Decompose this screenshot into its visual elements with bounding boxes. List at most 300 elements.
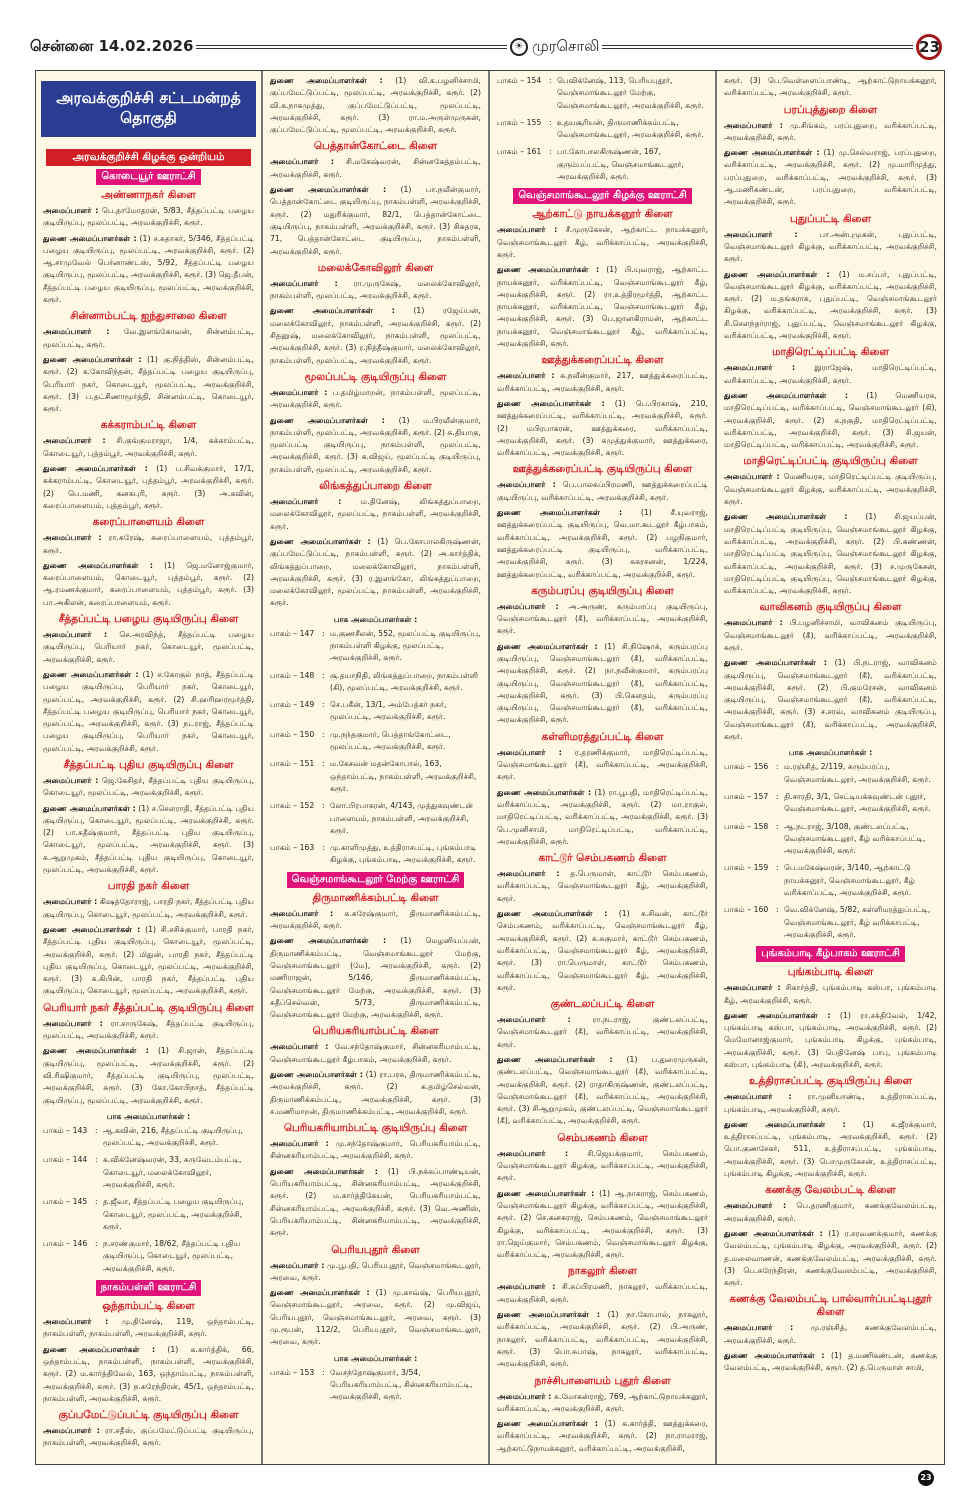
separator: :: [95, 1155, 98, 1165]
role-label: துணை அமைப்பாளர்கள் :: [497, 265, 600, 275]
role-label: அமைப்பாளர் :: [497, 1391, 552, 1401]
organiser-entry: [43, 326, 254, 351]
role-label: துணை அமைப்பாளர்கள் :: [497, 1310, 600, 1320]
organiser-entry: [497, 1281, 708, 1306]
organiser-details: பெ.தரணிகுமார், கணக்குவேலம்பட்டி, அரவக்குறிச்சி, கரூர்.: [724, 1201, 937, 1223]
role-label: துணை அமைப்பாளர்கள் :: [497, 508, 623, 518]
organiser-details: வே.இளங்கோவன், சின்னம்பட்டி, மூலப்பட்டி, கரூர்.: [43, 327, 254, 349]
organiser-details: மு.சிங்கம், பரப்புதுறை, வரிக்காப்பட்டி, அரவக்குறிச்சி, கரூர்.: [724, 120, 937, 142]
organiser-details: சு.மோகன்ராஜ், 769, ஆற்காட்டுநாயக்கனூர், வரிக்காப்பட்டி, அரவக்குறிச்சி, கரூர்.: [497, 1391, 708, 1413]
role-label: அமைப்பாளர் :: [270, 1139, 329, 1149]
part-number: பாகம் – 153: [270, 1367, 315, 1377]
role-label: அமைப்பாளர் :: [270, 278, 338, 288]
organiser-entry: [270, 496, 481, 533]
part-organiser: தி.சாரதி, 3/1, செட்டியக்கவுண்டன் புதூர், வெஞ்சமாங்கூடலூர், அரவக்குறிச்சி, கரூர்.: [784, 791, 931, 814]
role-label: அமைப்பாளர் :: [43, 436, 106, 446]
organiser-entry: [43, 1425, 254, 1450]
part-entry: [270, 758, 481, 795]
role-label: துணை அமைப்பாளர்கள் :: [497, 398, 605, 408]
organiser-details: மு.ரஞ்சித், கணக்குவேலம்பட்டி, அரவக்குறிச்சி, கரூர்.: [724, 1323, 937, 1345]
branch-heading: செம்பகணம் கிளை: [557, 1131, 648, 1144]
separator: :: [322, 801, 325, 811]
organiser-entry: [270, 305, 481, 366]
role-label: துணை அமைப்பாளர்கள் :: [724, 269, 830, 279]
part-number: பாகம் – 143: [43, 1125, 88, 1135]
organiser-entry: [43, 1018, 254, 1043]
role-label: அமைப்பாளர் :: [43, 206, 99, 215]
organiser-entry: [497, 787, 708, 848]
organiser-entry: [43, 924, 254, 998]
part-number: பாகம் – 150: [270, 729, 315, 739]
organiser-entry: [497, 1188, 708, 1262]
branch-heading: கரும்பரப்பு குடியிருப்பு கிளை: [531, 584, 674, 597]
branch-heading: ஊத்துக்கரைப்பட்டி கிளை: [541, 354, 664, 367]
branch-heading: சீத்தப்பட்டி புதிய குடியிருப்பு கிளை: [63, 758, 234, 771]
role-label: துணை அமைப்பாளர்கள் :: [270, 1288, 370, 1298]
page-number: 23: [916, 34, 942, 60]
organiser-details: (1) ப.துரைமுருகன், குண்டலப்பட்டி, வெஞ்சமாங்கூடலூர் (கீ), வரிக்காப்பட்டி, அரவக்குறிச்சி, கரூர். (2) ராதாகிருஷ்ணன், குண்டலப்பட்டி, வெஞ்சமாங்கூடலூர் (கீ), வரிக்காப்பட்டி, அரவக்குறிச்சி, கரூர். (3) சிஆறுமுகம், குண்டலப்பட்டி, வெஞ்சமாங்கூடலூர் (கீ), வரிக்காப்பட்டி, அரவக்குறிச்சி, கரூர்.: [497, 1055, 708, 1126]
organiser-entry: [724, 617, 937, 654]
organiser-details: (1) ரா.பூபதி, மாதிரெட்டிப்பட்டி, வரிக்காப்பட்டி, அரவக்குறிச்சி, கரூர். (2) மா.ராகுல், மாதிரெட்டிப்பட்டி, வரிக்காப்பட்டி, அரவக்குறிச்சி, கரூர். (3) பெ.முனிசாமி, மாதிரெட்டிப்பட்டி, வரிக்காப்பட்டி, அரவக்குறிச்சி, கரூர்.: [497, 787, 708, 846]
branch-heading: பாரதி நகர் கிளை: [107, 880, 190, 893]
organiser-details: சி.ஜெயக்குமார், செம்பகணம், வெஞ்சமாங்கூடலூர் கிழக்கு, வரிக்காப்பட்டி, அரவக்குறிச்சி, கரூர்.: [497, 1148, 708, 1183]
role-label: அமைப்பாளர் :: [43, 1018, 103, 1028]
separator: :: [776, 791, 779, 801]
branch-heading: ஒந்தாம்பட்டி கிளை: [102, 1300, 195, 1313]
branch-heading: பெரியபுதூர் கிளை: [331, 1243, 420, 1256]
branch-heading: உத்திராசப்பட்டி குடியிருப்பு கிளை: [748, 1075, 913, 1088]
organiser-details: சீ.முருகேசன், ஆற்காட்ட நாயக்கனூர், வெஞ்சமாங்கூடலூர் கீழ், வரிக்காப்பட்டி, அரவக்குறிச்சி, கரூர்.: [497, 225, 708, 259]
organiser-details: ரா.சாருகேஷ், சீத்தப்பட்டி குடியிருப்பு, மூலப்பட்டி, அரவக்குறிச்சி, கரூர்.: [43, 1018, 254, 1041]
organiser-details: மு.சந்தோஷ்குமார், பெரியகரியாம்பட்டி, சின்னகரியாம்பட்டி, அரவக்குறிச்சி, கரூர்.: [270, 1139, 481, 1161]
organiser-details: (1) பி.நக்கப்பாண்டியன், பெரியகரியாம்பட்டி, சின்னகரியாம்பட்டி, அரவக்குறிச்சி, கரூர். (2) ம.கார்த்திகேயன், பெரியகரியாம்பட்டி, சின்னகரியாம்பட்டி, அரவக்குறிச்சி, கரூர். (3) வெ.அணிஸ், பெரியகரியாம்பட்டி, சின்னகரியாம்பட்டி, அரவக்குறிச்சி, கரூர்.: [270, 1166, 481, 1238]
organiser-details: ர.தரணிக்குமார், மாதிரெட்டிப்பட்டி, வெஞ்சமாங்கூடலூர் (கீ), வரிக்காப்பட்டி, அரவக்குறிச்சி, கரூர்.: [497, 747, 708, 782]
organiser-details: (1) ச.சௌராதி, சீத்தப்பட்டி புதிய குடியிருப்பு, கொடையூர், மூலப்பட்டி, அரவக்குறிச்சி, கரூர். (2) பா.சுதீஷ்குமார், சீத்தப்பட்டி புதிய குடியிருப்பு, கொடையூர், மூலப்பட்டி, அரவக்குறிச்சி, கரூர். (3) சு.ஆறுமுகம், சீத்தப்பட்டி புதிய குடியிருப்பு, கொடையூர், மூலப்பட்டி, அரவக்குறிச்சி, கரூர்.: [43, 803, 254, 875]
organiser-entry: [43, 560, 254, 609]
role-label: அமைப்பாளர் :: [270, 1042, 329, 1052]
organiser-entry: [724, 982, 937, 1007]
separator: :: [549, 117, 552, 127]
part-number: பாகம் – 155: [497, 117, 542, 127]
branch-heading: காட்டூர் செம்பகணம் கிளை: [538, 852, 667, 865]
organiser-entry: [724, 120, 937, 145]
role-label: துணை அமைப்பாளர்கள் :: [43, 803, 136, 813]
separator: :: [776, 821, 779, 831]
organiser-entry: [43, 1316, 254, 1341]
organiser-entry: [270, 1069, 481, 1118]
part-entry: [270, 729, 481, 754]
role-label: துணை அமைப்பாளர்கள் :: [497, 1055, 613, 1064]
part-entry: [270, 628, 481, 665]
role-label: அமைப்பாளர் :: [43, 533, 102, 543]
organiser-details: பெ.தாமோதரன், 5/83, சீத்தப்பட்டி பழைய குடியிருப்பு, மூலப்பட்டி, அரவக்குறிச்சி, கரூர்.: [43, 206, 254, 228]
organiser-entry: [43, 1045, 254, 1106]
panchayat-heading: நாகம்பள்ளி ஊராட்சி: [96, 1280, 202, 1296]
organiser-details: (1) மு.காவ்ஷ், பெரியபுதூர், வெஞ்சமாங்கூடலூர், அரவை, கரூர். (2) மு.விஜய், பெரியபுதூர், வெஞ்சமாங்கூடலூர், அரவை, கரூர். (3) மு.ரூபன், 112/2, பெரியபுதூர், வெஞ்சமாங்கூடலூர், அரவை, கரூர்.: [270, 1288, 481, 1347]
organiser-entry: [497, 398, 708, 459]
constituency-title: அரவக்குறிச்சி சட்டமன்றத் தொகுதி: [41, 81, 256, 137]
role-label: துணை அமைப்பாளர்கள் :: [270, 185, 387, 195]
part-entry: [270, 670, 481, 695]
part-number: பாகம் – 156: [724, 762, 769, 772]
organiser-details: (1) பெ.பிரகாஷ், 210, ஊத்துக்கரைப்பட்டி, வரிக்காப்பட்டி, அரவக்குறிச்சி, கரூர். (2) மபிரபாகரன், ஊத்துக்கரை, வரிக்காப்பட்டி, அரவக்குறிச்சி, கரூர். (3) சுமுத்துக்குமார், ஊத்துக்கரை, வரிக்காப்பட்டி, அரவக்குறிச்சி, கரூர்.: [497, 398, 708, 458]
role-label: அமைப்பாளர் :: [497, 1148, 569, 1158]
separator: :: [95, 1125, 98, 1135]
organiser-details: மு.தினேஷ், 119, ஒந்தாம்பட்டி, நாகம்பள்ளி, நாகம்பள்ளி, அரவக்குறிச்சி, கரூர்.: [43, 1317, 255, 1339]
organiser-details: ரா.முனியாண்டி, உத்திராசப்பட்டி, புங்கம்பாடி, அரவக்குறிச்சி, கரூர்.: [724, 1092, 937, 1114]
part-entry: [497, 75, 708, 112]
organiser-details: (1) ரஜேய்பன், மலைக்கோவிலூர், நாகம்பள்ளி, அரவக்குறிச்சி, கரூர். (2) சிதனுஷ், மலைக்கோவிலூர், நாகம்பள்ளி, மூலப்பட்டி, அரவக்குறிச்சி, கரூர். (3) ர.நித்தீஷ்குமார், மலைக்கோவிலூர், நாகம்பள்ளி, மூலப்பட்டி, அரவக்குறிச்சி, கரூர்.: [270, 306, 481, 365]
branch-heading: மூலப்பட்டி குடியிருப்பு கிளை: [304, 370, 447, 383]
organiser-entry: [497, 908, 708, 994]
role-label: அமைப்பாளர் :: [724, 1201, 787, 1211]
part-organiser: ம.குணசீலன், 552, மூலப்பட்டி குடியிருப்பு, நாகம்பள்ளி கிழக்கு, மூலப்பட்டி, அரவக்குறிச்சி, கரூர்.: [330, 628, 481, 663]
part-organiser: வெ.விக்னேஷ், 5/82, கள்ளிமரத்துப்பட்டி, வெஞ்சமாங்கூடலூர், கீழ் வரிக்காபட்டி, அரவக்குறிச்சி, கரூர்.: [784, 905, 931, 939]
organiser-entry: [497, 868, 708, 905]
organiser-details: இராஜேஷ், மாதிரெட்டிப்பட்டி, வரிக்காப்பட்டி, அரவக்குறிச்சி, கரூர்.: [724, 363, 937, 385]
part-entry: [724, 761, 937, 786]
part-number: பாகம் – 161: [497, 147, 542, 157]
organiser-entry: [724, 1010, 937, 1071]
part-entry: [724, 821, 937, 858]
part-entry: [43, 1154, 254, 1191]
part-entry: [43, 1125, 254, 1150]
role-label: அமைப்பாளர் :: [43, 775, 99, 785]
organiser-details: (1) ப.சிவக்குமார், 17/1, கக்கராம்பட்டி, கொடையூர், புத்தம்பூர், அரவக்குறிச்சி, கரூர். (2) பெ.மணி, கனகபுரி, கரூர். (3) அ.கவின், கரைப்பாளையம், புத்தம்பூர், கரூர்.: [43, 464, 254, 510]
branch-heading: ஊத்துக்கரைப்பட்டி குடியிருப்பு கிளை: [512, 463, 693, 476]
organiser-entry: [497, 1309, 708, 1370]
role-label: துணை அமைப்பாளர்கள் :: [43, 1344, 156, 1354]
organiser-entry: [724, 147, 937, 208]
panchayat-heading: வெஞ்சமாங்கூடலூர் மேற்கு ஊராட்சி: [287, 872, 465, 888]
part-entry: [270, 699, 481, 724]
part-organiser: க.விக்னேஷ்வரன், 33, கருவேடம்பட்டி, கொடையூர், மலைக்கோவிலூர், அரவக்குறிச்சி, கரூர்.: [103, 1155, 242, 1189]
part-organiser: பெவிக்னேஷ், 113, பெரியபுதூர், வெஞ்சமாங்கூடலூர் மேற்கு, வெஞ்சமாங்கூடலூர், அரவக்குறிச்சி, கரூர்.: [557, 76, 704, 110]
part-organiser: பெ.மகேஷ்வரன், 3/140, ஆற்காட்டு நாயக்கனூர், வெஞ்சமாங்கூடலூர், கீழ் வரிக்காப்பட்டி, அரவக்குறிச்சி, கரூர்.: [784, 863, 915, 898]
organiser-entry: [497, 264, 708, 350]
organiser-details: (1) மெழனியப்பன், திருமாணிக்கம்பட்டி, வெஞ்சமாங்கூடலூர் மேற்கு, வெஞ்சமாங்கூடலூர் (மே), அரவக்குறிச்சி, கரூர். (2) மணிராஜன், 5/146, திருமாணிக்கம்பட்டி, வெஞ்சமாங்கூடலூர் மேற்கு, அரவக்குறிச்சி, கரூர். (3) சுதீப்செல்வன், 5/73, திருமாணிக்கம்பட்டி, வெஞ்சமாங்கூடலூர் மேற்கு, அரவக்குறிச்சி, கரூர்.: [270, 936, 481, 1020]
organiser-entry: [43, 205, 254, 230]
organiser-entry: [270, 1260, 481, 1285]
organiser-details: (1) பி.யுவராஜ், ஆற்காட்ட நாயக்கனூர், வரிக்காப்பட்டி, வெஞ்சமாங்கூடலூர் கீழ், அரவக்குறிச்சி, கரூர். (2) ரா.உத்திரமூர்த்தி, ஆற்காட்ட நாயக்கனூர், வரிக்காப்பட்டி, வெஞ்சமாங்கூடலூர் கீழ், அரவக்குறிச்சி, கரூர். (3) பெ.ஜானகிராமன், ஆற்காட்ட நாயக்கனூர், வெஞ்சமாங்கூடலூர் கீழ், வரிக்காப்பட்டி, அரவக்குறிச்சி, கரூர்.: [497, 265, 708, 349]
organiser-details: க.நவீன்குமார், 217, ஊத்துக்கரைப்பட்டி, வரிக்காப்பட்டி, அரவக்குறிச்சி, கரூர்.: [497, 371, 708, 393]
role-label: அமைப்பாளர் :: [724, 618, 783, 628]
organiser-entry: [270, 1041, 481, 1066]
organiser-details: ஜெ.கேசிதர், சீத்தப்பட்டி புதிய குடியிருப்பு, கொடையூர், மூலப்பட்டி, அரவக்குறிச்சி, கரூர்.: [43, 775, 255, 798]
branch-heading: மாதிரெட்டிப்பட்டி கிளை: [772, 346, 889, 359]
role-label: துணை அமைப்பாளர்கள் :: [724, 1119, 846, 1129]
role-label: அமைப்பாளர் :: [43, 327, 110, 337]
organiser-entry: [724, 75, 937, 100]
role-label: அமைப்பாளர் :: [497, 1015, 571, 1025]
separator: :: [776, 905, 779, 915]
part-number: பாகம் – 145: [43, 1197, 88, 1207]
organiser-details: (1) ஜெ.மனோஜ்குமார், கரைப்பாளையம், கொடையூர், புத்தம்பூர், கரூர். (2) ஆ.ரமணக்குமார், கரைப்பாளையம், புத்தம்பூர், கரூர். (3) பா.அகிலன், கரைப்பாளையம், கரூர்.: [43, 560, 255, 607]
organiser-details: (1) ரா.சக்திவேல், 1/42, புங்கம்பாடி கஸ்பா, புங்கம்பாடி, அரவக்குறிச்சி, கரூர். (2) மெமோனாஜ்குமார், புங்கம்பாடி கிழக்கு, புங்கம்பாடி, அரவக்குறிச்சி, கரூர். (3) பெதினேஷ் பாபு, புங்கம்பாடி கஸ்பா, புங்கம்பாடி (கி), அரவக்குறிச்சி, கரூர்.: [724, 1010, 937, 1069]
organiser-entry: [724, 229, 937, 266]
organiser-entry: [43, 1344, 254, 1405]
organiser-details: ரா.நடராஜ், குண்டலப்பட்டி, வெஞ்சமாங்கூடலூர் (கீ), வரிக்காப்பட்டி, அரவக்குறிச்சி, கரூர்.: [497, 1015, 708, 1049]
organiser-entry: [497, 1418, 708, 1455]
organiser-entry: [724, 471, 937, 508]
part-organisers-heading: பாக அமைப்பாளர்கள் :: [106, 1111, 191, 1121]
organiser-entry: [270, 1287, 481, 1348]
organiser-details: ரா.முருகேஷ், மலைக்கோவிலூர், நாகம்பள்ளி, மூலப்பட்டி, அரவக்குறிச்சி, கரூர்.: [270, 278, 481, 301]
organiser-details: (1) சி.ஜான், சீத்தப்பட்டி குடியிருப்பு, மூலப்பட்டி, அரவக்குறிச்சி, கரூர். (2) வி.ரிஷிகுமார், சீத்தப்பட்டி குடியிருப்பு, மூலப்பட்டி, அரவக்குறிச்சி, கரூர். (3) கோ.கோபிநாத், சீத்தப்பட்டி குடியிருப்பு, மூலப்பட்டி, அரவக்குறிச்சி, கரூர்.: [43, 1046, 255, 1105]
organiser-entry: [497, 224, 708, 261]
column-2: [263, 71, 490, 1464]
part-number: பாகம் – 148: [270, 670, 315, 680]
organiser-entry: [270, 75, 481, 136]
role-label: அமைப்பாளர் :: [724, 1092, 792, 1102]
branch-heading: சின்னாம்பட்டி ஐந்துசாலை கிளை: [70, 310, 227, 323]
branch-heading: கரைப்பாளையம் கிளை: [92, 516, 205, 529]
branch-heading: நாச்சிபாளையம் புதூர் கிளை: [534, 1374, 671, 1387]
role-label: துணை அமைப்பாளர்கள் :: [724, 390, 849, 400]
organiser-entry: [724, 1350, 937, 1375]
role-label: அமைப்பாளர் :: [724, 983, 781, 993]
part-organiser: லோ.பிரபாகரன், 4/143, முத்துகவுண்டன் பாளையம், நாகம்பள்ளி, அரவக்குறிச்சி, கரூர்.: [330, 801, 474, 835]
role-label: அமைப்பாளர் :: [724, 1323, 794, 1333]
role-label: அமைப்பாளர் :: [270, 908, 334, 918]
role-label: துணை அமைப்பாளர்கள் :: [43, 669, 139, 679]
organiser-details: (1) சி.சசிக்குமார், பாரதி நகர், சீத்தப்பட்டி புதிய குடியிருப்பு, கொடையூர், மூலப்பட்டி, அரவக்குறிச்சி, கரூர். (2) மிதுன், பாரதி நகர், சீத்தப்பட்டி புதிய குடியிருப்பு, கொடையூர், மூலப்பட்டி, அரவக்குறிச்சி, கரூர். (3) சு.கிபின், பாரதி நகர், சீத்தப்பட்டி புதிய குடியிருப்பு, கொடையூர், மூலப்பட்டி, அரவக்குறிச்சி, கரூர்.: [43, 924, 254, 996]
separator: :: [322, 670, 325, 680]
organiser-details: த.பெருமாள், காட்டூர் செம்பகணம், வரிக்காப்பட்டி, வெஞ்சமாங்கூடலூர் கீழ், அரவக்குறிச்சி, கரூர்.: [497, 869, 708, 903]
organiser-details: பி.பழனிச்சாமி, வாவிகனம் குடியிருப்பு, வெஞ்சமாங்கூடலூர் (கீ), வரிக்காப்பட்டி, அரவக்குறிச்சி, கரூர்.: [724, 618, 937, 652]
separator: :: [322, 1367, 325, 1377]
branch-heading: வாவிகனம் குடியிருப்பு கிளை: [759, 601, 902, 614]
role-label: துணை அமைப்பாளர்கள் :: [270, 1070, 363, 1079]
organiser-entry: [270, 908, 481, 933]
part-organiser: உதயசூரியன், திருமாணிக்கம்பட்டி, வெஞ்சமாங்கூடலூர், அரவக்குறிச்சி, கரூர்.: [557, 117, 704, 140]
rising-sun-emblem-icon: ☀: [510, 38, 528, 56]
part-organiser: பா.கோபாலகிருஷ்ணன், 167, குரும்பப்பட்டி, வெஞ்சமாங்கூடலூர், அரவக்குறிச்சி, கரூர்.: [557, 147, 684, 182]
role-label: துணை அமைப்பாளர்கள் :: [724, 658, 827, 668]
role-label: அமைப்பாளர் :: [43, 897, 98, 907]
organiser-entry: [724, 511, 937, 597]
part-organiser: மு.நந்தகுமார், பெத்தாங்கோட்டை, மூலப்பட்டி, அரவக்குறிச்சி, கரூர்.: [330, 729, 451, 752]
union-heading: அரவக்குறிச்சி கிழக்கு ஒன்றியம்: [46, 149, 251, 166]
organiser-details: கரூர். (3) பெ.வெள்ளைப்பாண்டி, ஆற்காட்டுநாயக்கனூர், வரிக்காப்பட்டி, அரவக்குறிச்சி, கரூர்.: [724, 76, 937, 98]
branch-heading: ஆற்காட்டு நாயக்கனூர் கிளை: [532, 208, 673, 221]
separator: :: [322, 628, 325, 638]
organiser-details: (1) சி.ஜயப்பன், மாதிரெட்டிப்பட்டி குடியிருப்பு, வெஞ்சமாங்கூடலூர் கிழக்கு, வரிக்காப்பட்டி, அரவக்குறிச்சி, கரூர். (2) பி.கண்ணன், மாதிரெட்டிப்பட்டி குடியிருப்பு, வெஞ்சமாங்கூடலூர் கிழக்கு, வரிக்காப்பட்டி, அரவக்குறிச்சி, கரூர். (3) ச.முருகேசன், மாதிரெட்டிப்பட்டி குடியிருப்பு, வெஞ்சமாங்கூடலூர் கிழக்கு, வரிக்காப்பட்டி, அரவக்குறிச்சி, கரூர்.: [724, 512, 937, 596]
separator: :: [322, 843, 325, 853]
organiser-details: ரா.சுரேஷ், கரைப்பாளையம், புத்தம்பூர், கரூர்.: [43, 533, 254, 555]
organiser-entry: [270, 278, 481, 303]
role-label: அமைப்பாளர் :: [497, 480, 556, 490]
role-label: அமைப்பாளர் :: [724, 120, 783, 130]
role-label: துணை அமைப்பாளர்கள் :: [270, 936, 387, 946]
part-entry: [270, 842, 481, 867]
organiser-details: ரா.சதீஸ், குப்பமேட்டுப்பட்டி குடியிருப்பு, நாகம்பள்ளி, அரவக்குறிச்சி, கரூர்.: [43, 1426, 254, 1448]
organiser-entry: [43, 629, 254, 666]
organiser-entry: [270, 1138, 481, 1163]
organiser-details: (1) ரா.பரசு, திருமாணிக்கம்பட்டி, அரவக்குறிச்சி, கரூர். (2) க.தமிழ்செல்வன், திருமாணிக்கம்பட்டி, அரவக்குறிச்சி, கரூர். (3) ச.மணிமாறன், திருமாணிக்கம்பட்டி, அரவக்குறிச்சி, கரூர்.: [270, 1070, 481, 1116]
organiser-details: (1) ச.கோகுல் நாத், சீத்தப்பட்டி பழைய குடியிருப்பு, பெரியார் நகர், கொடையூர், மூலப்பட்டி, அரவக்குறிச்சி, கரூர். (2) சி.ஹரிஹரமூர்த்தி, சீத்தப்பட்டி பழைய குடியிருப்பு, பெரியார் நகர், கொடையூர், மூலப்பட்டி, அரவக்குறிச்சி, கரூர். (3) நடராஜ், சீத்தப்பட்டி பழைய குடியிருப்பு, பெரியார் நகர், கொடையூர், மூலப்பட்டி, அரவக்குறிச்சி, கரூர்.: [43, 669, 255, 753]
organiser-details: (1) ம.பிரவீன்குமார், நாகம்பள்ளி, மூலப்பட்டி, அரவக்குறிச்சி, கரூர். (2) சு.தியாகு, மூலப்பட்டி குடியிருப்பு, நாகம்பள்ளி, மூலப்பட்டி, அரவக்குறிச்சி, கரூர். (3) க.விஜய், மூலப்பட்டி குடியிருப்பு, நாகம்பள்ளி, மூலப்பட்டி, அரவக்குறிச்சி, கரூர்.: [270, 415, 482, 474]
organiser-entry: [724, 1091, 937, 1116]
branch-heading: லிங்கத்துப்பாறை கிளை: [319, 480, 432, 493]
branch-heading: புதுப்பட்டி கிளை: [790, 212, 871, 225]
role-label: அமைப்பாளர் :: [497, 747, 562, 757]
role-label: துணை அமைப்பாளர்கள் :: [43, 233, 137, 243]
masthead-logo: [510, 37, 600, 57]
branch-heading: பெத்தான்கோட்டை கிளை: [313, 140, 438, 153]
organiser-details: (1) சீ.யுவராஜ், ஊத்துக்கரைப்பட்டி குடியிருப்பு, வெ.மா.கூடலூர் கீழ்பாகம், வரிக்காப்பட்டி, அரவக்குறிச்சி, கரூர். (2) பழநிகுமார், ஊத்துக்கரைப்பட்டி குடியிருப்பு, வரிக்காப்பட்டி, அரவக்குறிச்சி, கரூர். (3) சுகரசனன், 1/224, ஊத்துக்கரைப்பட்டி, வரிக்காப்பட்டி, அரவக்குறிச்சி, கரூர்.: [497, 508, 708, 579]
role-label: துணை அமைப்பாளர்கள் :: [724, 1351, 825, 1361]
role-label: அமைப்பாளர் :: [43, 1317, 109, 1327]
part-organiser: ம.ரஞ்சித், 2/119, கரும்பரப்பு, வெஞ்சமாங்கூடலூர், அரவக்குறிச்சி, கரூர்.: [784, 762, 931, 784]
part-entry: [724, 904, 937, 941]
branch-heading: பெரியகரியாம்பட்டி கிளை: [312, 1025, 439, 1038]
role-label: துணை அமைப்பாளர்கள் :: [497, 641, 598, 651]
part-number: பாகம் – 151: [270, 759, 315, 769]
organiser-entry: [497, 479, 708, 504]
organiser-details: (1) கு.நித்திஸ், சின்னம்பட்டி, கரூர். (2) க.கோவிந்தன், சீத்தப்பட்டி பழைய குடியிருப்பு, பெரியார் நகர், கொடையூர், மூலப்பட்டி, அரவக்குறிச்சி, கரூர். (3) ப.தட்சிணாமூர்த்தி, சின்னம்பட்டி, கொடையூர், கரூர்.: [43, 354, 254, 414]
organiser-entry: [43, 435, 254, 460]
part-number: பாகம் – 157: [724, 791, 769, 801]
organiser-entry: [497, 747, 708, 784]
organiser-entry: [43, 803, 254, 877]
organiser-entry: [724, 1119, 937, 1180]
role-label: அமைப்பாளர் :: [43, 630, 108, 640]
role-label: அமைப்பாளர் :: [270, 1260, 325, 1270]
role-label: துணை அமைப்பாளர்கள் :: [43, 1046, 149, 1056]
branch-heading: சீத்தப்பட்டி பழைய குடியிருப்பு கிளை: [58, 613, 239, 626]
role-label: துணை அமைப்பாளர்கள் :: [270, 536, 371, 546]
organiser-details: பெ.பாலசுப்பிரமணி, ஊத்துக்கரைப்பட்டி குடியிருப்பு, வரிக்காப்பட்டி, அரவக்குறிச்சி, கரூர்.: [497, 480, 708, 502]
part-number: பாகம் – 147: [270, 628, 315, 638]
part-number: பாகம் – 159: [724, 863, 769, 873]
role-label: அமைப்பாளர் :: [497, 225, 558, 235]
role-label: துணை அமைப்பாளர்கள் :: [497, 1188, 595, 1198]
organiser-details: (1) சி.நிஷோக், கரும்பரப்பு குடியிருப்பு, வெஞ்சமாங்கூடலூர் (கீ), வரிக்காப்பட்டி, அரவக்குறிச்சி, கரூர். (2) நா.நவீன்குமார், கரும்பரப்பு குடியிருப்பு, வெஞ்சமாங்கூடலூர் (கீ), வரிக்காப்பட்டி, அரவக்குறிச்சி, கரூர். (3) பி.கௌதம், கரும்பரப்பு குடியிருப்பு, வெஞ்சமாங்கூடலூர் (கீ), வரிக்காப்பட்டி, அரவக்குறிச்சி, கரூர்.: [497, 641, 709, 725]
role-label: துணை அமைப்பாளர்கள் :: [724, 148, 820, 158]
organiser-entry: [270, 536, 481, 610]
organiser-details: (1) மு.செல்வராஜ், பரப்புதுறை, வரிக்காப்பட்டி, அரவக்குறிச்சி, கரூர். (2) மு.மாரிமுத்து, பரப்புதுறை, வரிக்காப்பட்டி, அரவக்குறிச்சி, கரூர். (3) ஆ.மணிகண்டன், பரப்புதுறை, வரிக்காப்பட்டி, அரவக்குறிச்சி, கரூர்.: [724, 148, 937, 207]
part-entry: [43, 1238, 254, 1275]
organiser-details: (1) க.ஜீரக்குமார், உத்திராசப்பட்டி, புங்கம்பாடி, அரவக்குறிச்சி, கரூர். (2) பொ.குணசேகர், 511, உத்திராசப்பட்டி, புங்கம்பாடி, அரவக்குறிச்சி, கரூர். (3) பொமுருகேசன், உத்திராசப்பட்டி, புங்கம்பாடி கிழக்கு, அரவக்குறிச்சி, கரூர்.: [724, 1119, 938, 1179]
role-label: துணை அமைப்பாளர்கள் :: [270, 76, 383, 85]
role-label: அமைப்பாளர் :: [43, 1426, 100, 1436]
organiser-entry: [724, 1228, 937, 1289]
part-organisers-heading: பாக அமைப்பாளர்கள் :: [788, 748, 873, 758]
organiser-entry: [724, 657, 937, 743]
organiser-entry: [497, 601, 708, 638]
part-entry: [724, 862, 937, 899]
role-label: துணை அமைப்பாளர்கள் :: [497, 1419, 598, 1429]
organiser-details: (1) பி.நடராஜ், வாவிகனம் குடியிருப்பு, வெஞ்சமாங்கூடலூர் (கீ), வரிக்காப்பட்டி, அரவக்குறிச்சி, கரூர். (2) பி.குமரேசன், வாவிகனம் குடியிருப்பு, வெஞ்சமாங்கூடலூர் (கீ), வரிக்காப்பட்டி, அரவக்குறிச்சி, கரூர். (3) ச.சரவ், வாவிகனம் குடியிருப்பு, வெஞ்சமாங்கூடலூர் (கீ), வரிக்காப்பட்டி, அரவக்குறிச்சி, கரூர்.: [724, 658, 937, 742]
organiser-details: (1) நா.கோபால், நாகலூர், வரிக்காப்பட்டி, அரவக்குறிச்சி, கரூர். (2) பி.அருண், நாகலூர், வரிக்காப்பட்டி, வரிக்காப்பட்டி, அரவக்குறிச்சி, கரூர். (3) பொ.சுபாஷ், நாகலூர், வரிக்காப்பட்டி, அரவக்குறிச்சி, கரூர்.: [497, 1310, 708, 1369]
organiser-entry: [43, 463, 254, 512]
part-organiser: ம.கேசவன் மதன்கோபால், 163, ஒந்தாம்பட்டி, நாகம்பள்ளி, அரவக்குறிச்சி, கரூர்.: [330, 759, 477, 793]
paper-name: முரசொலி: [531, 37, 600, 55]
column-3: [490, 71, 717, 1464]
organiser-details: கிஷத்தோராஜ், பாரதி நகர், சீத்தப்பட்டி புதிய குடியிருப்பு, கொடையூர், மூலப்பட்டி, அரவக்குறிச்சி, கரூர்.: [43, 897, 254, 919]
organiser-entry: [43, 896, 254, 921]
organiser-details: சி.சுப்பிரமணி, நாகலூர், வரிக்காப்பட்டி, அரவக்குறிச்சி, கரூர்.: [497, 1282, 708, 1304]
organiser-details: (1) வி.க.பழனிச்சாமி, குப்பமேட்டுப்பட்டி, மூலப்பட்டி, அரவக்குறிச்சி, கரூர். (2) வி.க.நாகமுத்து, குப்பமேட்டுப்பட்டி, மூலப்பட்டி, அரவக்குறிச்சி, கரூர். (3) ரா.ம.அருள்முருகன், குப்பமேட்டுப்பட்டி, மூலப்பட்டி, அரவக்குறிச்சி, கரூர்.: [270, 76, 481, 135]
organiser-details: (1) ஆ.நாகராஜ், செம்பகணம், வெஞ்சமாங்கூடலூர் கிழக்கு, வரிக்காப்பட்டி, அரவக்குறிச்சி, கரூர். (2) செ.கனகராஜ், செம்பகணம், வெஞ்சமாங்கூடலூர் கிழக்கு, வரிக்காப்பட்டி, அரவக்குறிச்சி, கரூர். (3) ரா.ஜெய்குமார், செம்பகணம், வெஞ்சமாங்கூடலூர் கிழக்கு, வரிக்காப்பட்டி, அரவக்குறிச்சி, கரூர்.: [497, 1188, 709, 1260]
role-label: துணை அமைப்பாளர்கள் :: [270, 1166, 378, 1176]
role-label: அமைப்பாளர் :: [724, 363, 796, 373]
organiser-entry: [270, 156, 481, 181]
panchayat-heading: கொடையூர் ஊராட்சி: [96, 169, 200, 185]
role-label: துணை அமைப்பாளர்கள் :: [43, 924, 141, 934]
organiser-entry: [497, 370, 708, 395]
organiser-entry: [724, 269, 937, 343]
organiser-entry: [724, 1200, 937, 1225]
role-label: துணை அமைப்பாளர்கள் :: [724, 1228, 823, 1238]
separator: :: [95, 1239, 98, 1249]
organiser-entry: [497, 1391, 708, 1416]
separator: :: [322, 700, 325, 710]
part-organiser: ஆ.கவின், 216, சீத்தப்பட்டி குடியிருப்பு, மூலப்பட்டி, அரவக்குறிச்சி, கரூர்.: [103, 1125, 243, 1148]
branch-heading: பெரியகரியாம்பட்டி குடியிருப்பு கிளை: [283, 1122, 468, 1135]
part-organiser: வேசந்தோஷ்குமார், 3/54, பெரியகரியாம்பட்டி, சின்னகரியாம்பட்டி, அரவக்குறிச்சி, கரூர்.: [330, 1367, 473, 1402]
role-label: அமைப்பாளர் :: [270, 497, 342, 507]
part-entry: [270, 800, 481, 837]
organiser-details: க.சுரேஷ்குமார், திருமாணிக்கம்பட்டி, அரவக்குறிச்சி, கரூர்.: [270, 908, 481, 931]
organiser-entry: [270, 415, 481, 476]
organiser-details: சி.குங்குமராஜா, 1/4, கக்காம்பட்டி, கொடையூர், புத்தம்பூர், அரவக்குறிச்சி, கரூர்.: [43, 436, 254, 458]
role-label: துணை அமைப்பாளர்கள் :: [43, 464, 148, 474]
part-number: பாகம் – 163: [270, 843, 315, 853]
branch-heading: குப்பமேட்டுப்பட்டி குடியிருப்பு கிளை: [58, 1409, 239, 1422]
branch-heading: பெரியார் நகர் சீத்தப்பட்டி குடியிருப்பு கிளை: [43, 1001, 254, 1014]
part-organisers-heading: பாக அமைப்பாளர்கள் :: [333, 1353, 418, 1363]
organiser-details: மெணியரசு, மாதிரெட்டிப்பட்டி குடியிருப்பு, வெஞ்சமாங்கூடலூர் கிழக்கு, வரிக்காப்பட்டி, அரவக்குறிச்சி, கரூர்.: [724, 472, 937, 507]
role-label: துணை அமைப்பாளர்கள் :: [43, 560, 153, 570]
issue-date: சென்னை 14.02.2026: [30, 37, 194, 55]
role-label: அமைப்பாளர் :: [497, 869, 560, 879]
organiser-entry: [497, 1054, 708, 1128]
part-entry: [724, 791, 937, 816]
organiser-details: (1) த.மணிகண்டன், கணக்கு வேலம்பட்டி, அரவக்குறிச்சி, கரூர். (2) த.பெருமாள் சாமி,: [724, 1351, 937, 1373]
organiser-entry: [43, 669, 254, 755]
organiser-entry: [724, 362, 937, 387]
part-entry: [497, 146, 708, 183]
branch-heading: குண்டலப்பட்டி கிளை: [550, 998, 655, 1011]
organiser-details: (1) சு.கார்த்தி, ஊத்துக்கரை, வரிக்காப்பட்டி, அரவக்குறிச்சி, கரூர். (2) நா.ராமராஜ், ஆற்காட்டுநாயக்கனூர், வரிக்காப்பட்டி, அரவக்குறிச்சி,: [497, 1419, 708, 1453]
part-entry: [43, 1196, 254, 1233]
role-label: துணை அமைப்பாளர்கள் :: [724, 512, 848, 522]
article-body: [35, 70, 945, 1465]
branch-heading: புங்கம்பாடி கிளை: [787, 966, 874, 979]
divider: [196, 45, 507, 49]
organiser-details: சிகார்த்தி, புங்கம்பாடி கஸ்பா, புங்கம்பாடி கீழ், அரவக்குறிச்சி, கரூர்.: [724, 983, 937, 1005]
role-label: அமைப்பாளர் :: [497, 601, 559, 611]
column-1: [36, 71, 263, 1464]
organiser-details: (1) ர.சரவணக்குமார், கணக்கு வேலம்பட்டி, புங்கம்பாடி கிழக்கு, அரவக்குறிச்சி, கரூர். (2) த.மலைவாணன், கணக்குவேலம்பட்டி, அரவக்குறிச்சி, கரூர். (3) பெ.சுரேந்திரன், கணக்குவேலம்பட்டி, அரவக்குறிச்சி, கரூர்.: [724, 1228, 938, 1288]
separator: :: [776, 762, 779, 772]
organiser-details: (1) பா.நவீன்குமார், பெத்தான்கோட்டை குடியிருப்பு, நாகம்பள்ளி, அரவக்குறிச்சி, கரூர். (2) மதுரிக்குமார், 82/1, பெத்தான்கோட்டை குடியிருப்பு, நாகம்பள்ளி, அரவக்குறிச்சி, கரூர். (3) சிகதரசு, 71, பெத்தான்கோட்டை குடியிருப்பு, நாகம்பள்ளி, அரவக்குறிச்சி, கரூர்.: [270, 185, 482, 256]
organiser-details: ம.தினேஷ், லிங்கத்துப்பாறை, மலைக்கோவிலூர், மூலப்பட்டி, நாகம்பள்ளி, அரவக்குறிச்சி, கரூர்.: [270, 497, 481, 531]
branch-heading: மலைக்கோவிலூர் கிளை: [317, 261, 434, 274]
organiser-entry: [43, 354, 254, 415]
part-entry: [497, 117, 708, 142]
footer-page-number: 23: [918, 1470, 934, 1486]
part-organisers-heading: பாக அமைப்பாளர்கள் :: [333, 614, 418, 624]
role-label: துணை அமைப்பாளர்கள் :: [497, 787, 592, 797]
organiser-details: ப.தமிழ்மாறன், நாகம்பள்ளி, மூலப்பட்டி, அரவக்குறிச்சி, கரூர்.: [270, 387, 481, 410]
organiser-details: செ.அரவிந்த், சீத்தப்பட்டி பழைய குடியிருப்பு, பெரியார் நகர், கொடையூர், மூலப்பட்டி, அரவக்குறிச்சி, கரூர்.: [43, 630, 254, 664]
separator: :: [322, 759, 325, 769]
organiser-entry: [270, 184, 481, 258]
part-organiser: ஆ.நடராஜ், 3/108, குண்டலப்பட்டி, வெஞ்சமாங்கூடலூர், கீழ் வரிக்காப்பட்டி, அரவக்குறிச்சி, கரூர்.: [784, 821, 926, 856]
